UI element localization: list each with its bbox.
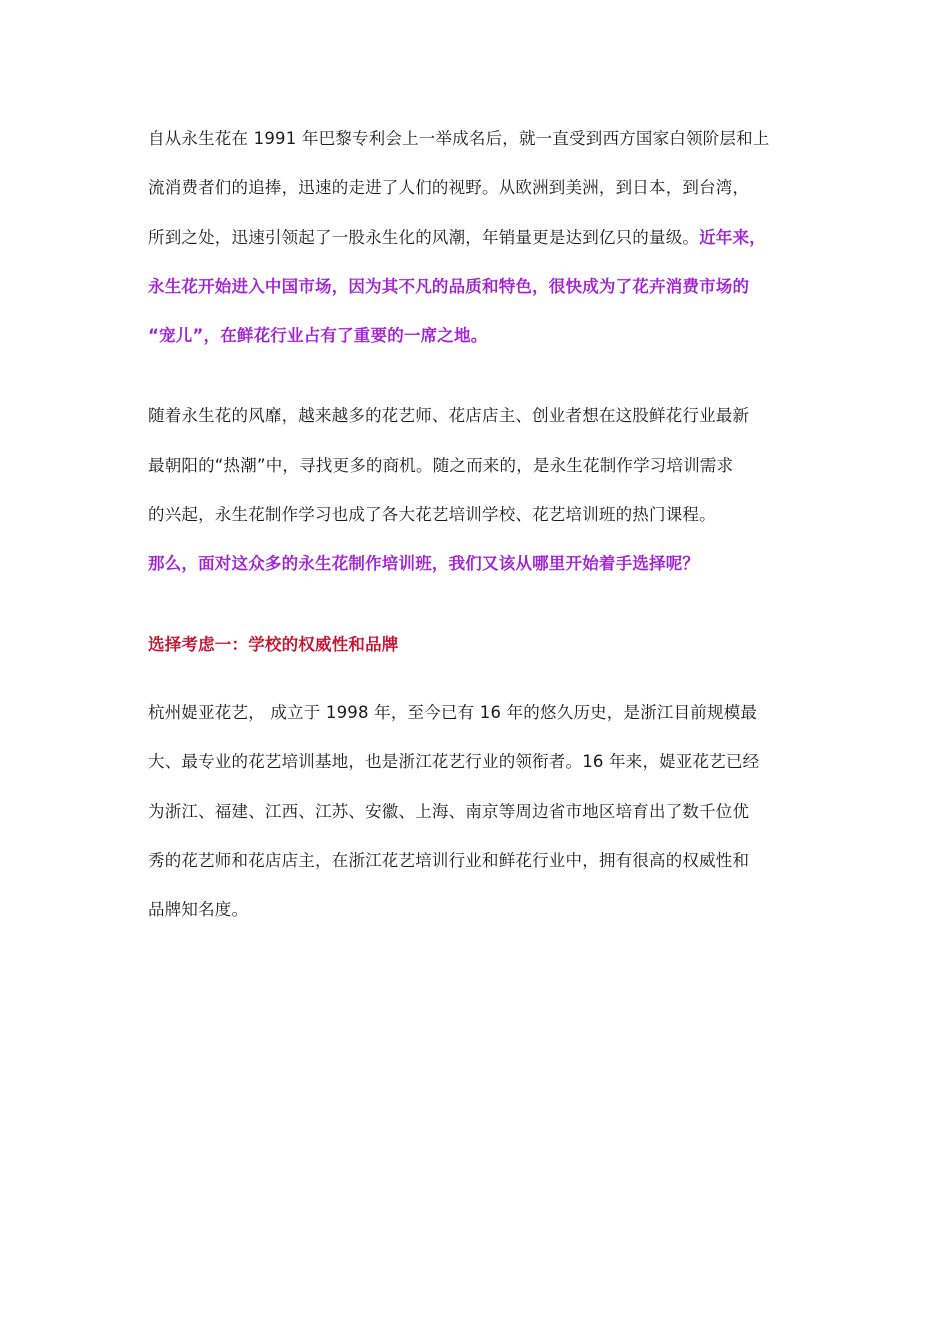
text-line: 自从永生花在 1991 年巴黎专利会上一举成名后，就一直受到西方国家白领阶层和上 [148, 129, 770, 148]
text-line: 随着永生花的风靡，越来越多的花艺师、花店店主、创业者想在这股鲜花行业最新 [148, 406, 750, 426]
text-line: 流消费者们的追捧，迅速的走进了人们的视野。从欧洲到美洲，到日本，到台湾， [148, 178, 750, 198]
document-page [148, 114, 808, 934]
paragraph-intro [148, 114, 808, 360]
text-line: 秀的花艺师和花店店主，在浙江花艺培训行业和鲜花行业中，拥有很高的权威性和 [148, 850, 750, 870]
paragraph-trend [148, 391, 808, 588]
text-segment: 所到之处，迅速引领起了一股永生化的风潮，年销量更是达到亿只的量级。 [148, 227, 700, 247]
paragraph-spacer [148, 360, 808, 391]
text-line: 杭州媞亚花艺， 成立于 1998 年，至今已有 16 年的悠久历史，是浙江目前规模最 [148, 702, 758, 722]
highlight-line: “宠儿”，在鲜花行业占有了重要的一席之地。 [148, 326, 488, 346]
text-line: 大、最专业的花艺培训基地，也是浙江花艺行业的领衔者。16 年来，媞亚花艺已经 [148, 752, 760, 772]
section-heading: 选择考虑一：学校的权威性和品牌 [148, 634, 399, 654]
text-line: 最朝阳的“热潮”中，寻找更多的商机。随之而来的，是永生花制作学习培训需求 [148, 455, 734, 475]
text-line [148, 213, 808, 262]
paragraph-spacer [148, 589, 808, 620]
paragraph-school [148, 688, 808, 934]
highlight-question: 那么，面对这众多的永生花制作培训班，我们又该从哪里开始着手选择呢？ [148, 554, 700, 574]
highlight-text: 近年来， [699, 227, 766, 247]
text-line: 品牌知名度。 [148, 900, 249, 920]
highlight-line: 永生花开始进入中国市场，因为其不凡的品质和特色，很快成为了花卉消费市场的 [148, 276, 750, 296]
text-line: 为浙江、福建、江西、江苏、安徽、上海、南京等周边省市地区培育出了数千位优 [148, 801, 750, 821]
paragraph-spacer [148, 669, 808, 688]
text-line: 的兴起，永生花制作学习也成了各大花艺培训学校、花艺培训班的热门课程。 [148, 505, 716, 525]
